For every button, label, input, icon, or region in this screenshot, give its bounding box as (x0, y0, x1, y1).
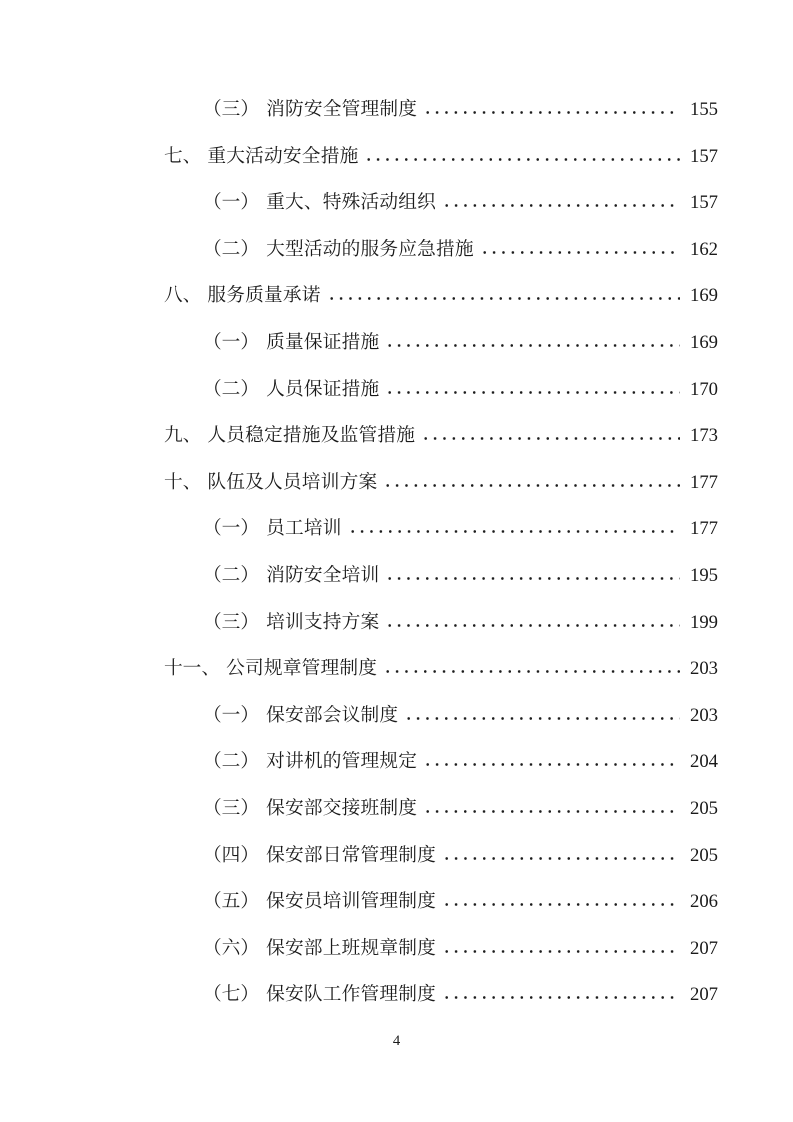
toc-entry-page: 177 (689, 471, 718, 493)
toc-entry-number: （一） (203, 331, 260, 353)
toc-entry-page: 162 (689, 238, 718, 260)
toc-entry[interactable] (0, 362, 793, 409)
toc-entry[interactable] (0, 315, 793, 362)
toc-entry-number: （二） (203, 238, 260, 260)
toc-entry-page: 203 (689, 704, 718, 726)
toc-entry[interactable] (0, 268, 793, 315)
toc-entry[interactable] (0, 967, 793, 1014)
toc-entry-page: 177 (689, 518, 718, 540)
toc-entry-page: 204 (689, 751, 718, 773)
toc-entry-page: 205 (689, 797, 718, 819)
toc-entry[interactable] (0, 641, 793, 688)
toc-entry-number: 八、 (164, 285, 202, 307)
toc-entry[interactable] (0, 408, 793, 455)
toc-entry-number: （三） (203, 797, 260, 819)
toc-entry-title: 保安员培训管理制度 (266, 891, 437, 913)
page-number: 4 (392, 1033, 401, 1049)
toc-entry-title: 员工培训 (266, 518, 342, 540)
toc-entry-title: 保安部上班规章制度 (266, 937, 437, 959)
toc-entry[interactable] (0, 455, 793, 502)
dot-leader (442, 902, 680, 907)
toc-entry-title: 保安队工作管理制度 (266, 984, 437, 1006)
toc-entry[interactable] (0, 828, 793, 875)
toc-entry-page: 155 (689, 99, 718, 120)
toc-entry-page: 205 (689, 844, 718, 866)
toc-entry[interactable] (0, 781, 793, 828)
toc-entry-title: 培训支持方案 (266, 611, 380, 633)
toc-entry[interactable] (0, 874, 793, 921)
toc-entry-page: 206 (689, 891, 718, 913)
page-footer (0, 1033, 793, 1050)
toc-entry-number: （二） (203, 378, 260, 400)
dot-leader (442, 203, 680, 208)
toc-entry-page: 207 (689, 984, 718, 1006)
toc-entry-number: 九、 (164, 425, 202, 447)
toc-entry-title: 重大、特殊活动组织 (266, 192, 437, 214)
toc-entry[interactable] (0, 734, 793, 781)
dot-leader (385, 390, 680, 395)
toc-entry-number: （六） (203, 937, 260, 959)
dot-leader (421, 436, 680, 441)
dot-leader (480, 250, 680, 255)
toc-entry-title: 保安部会议制度 (266, 704, 399, 726)
dot-leader (423, 809, 680, 814)
toc-entry[interactable] (0, 501, 793, 548)
toc-entry-number: （一） (203, 192, 260, 214)
toc-entry-title: 重大活动安全措施 (207, 145, 359, 167)
dot-leader (385, 623, 680, 628)
toc-entry[interactable] (0, 82, 793, 129)
toc-entry-number: （一） (203, 518, 260, 540)
toc-entry[interactable] (0, 175, 793, 222)
toc-entry-page: 199 (689, 611, 718, 633)
toc-entry-number: 七、 (164, 145, 202, 167)
dot-leader (364, 157, 679, 162)
toc-entry-number: 十一、 (164, 658, 221, 680)
toc-entry-page: 169 (689, 331, 718, 353)
toc-entry[interactable] (0, 688, 793, 735)
dot-leader (442, 995, 680, 1000)
dot-leader (385, 343, 680, 348)
dot-leader (327, 296, 680, 301)
toc-entry-title: 大型活动的服务应急措施 (266, 238, 474, 260)
dot-leader (404, 716, 680, 721)
toc-entry-page: 203 (689, 658, 718, 680)
toc-entry-number: （一） (203, 704, 260, 726)
toc-entry-title: 对讲机的管理规定 (266, 751, 418, 773)
dot-leader (385, 576, 680, 581)
toc-entry-title: 队伍及人员培训方案 (207, 471, 378, 493)
toc-entry[interactable] (0, 129, 793, 176)
toc-entry-number: （三） (203, 99, 260, 120)
toc-entry[interactable] (0, 548, 793, 595)
toc-entry-number: 十、 (164, 471, 202, 493)
toc-entry-page: 170 (689, 378, 718, 400)
dot-leader (348, 529, 680, 534)
toc-entry-page: 207 (689, 937, 718, 959)
toc-entry-number: （三） (203, 611, 260, 633)
toc-entry-page: 157 (689, 145, 718, 167)
toc-entry-title: 保安部日常管理制度 (266, 844, 437, 866)
dot-leader (383, 483, 680, 488)
dot-leader (442, 856, 680, 861)
toc-entry-page: 157 (689, 192, 718, 214)
toc-entry-title: 服务质量承诺 (207, 285, 321, 307)
dot-leader (383, 669, 680, 674)
toc-entry-page: 173 (689, 425, 718, 447)
toc-entry-title: 公司规章管理制度 (226, 658, 378, 680)
dot-leader (423, 110, 680, 115)
toc-entry-title: 消防安全管理制度 (266, 99, 418, 120)
toc-entry[interactable] (0, 921, 793, 968)
dot-leader (442, 949, 680, 954)
toc-entry-title: 消防安全培训 (266, 564, 380, 586)
toc-entry-number: （二） (203, 564, 260, 586)
toc-entry-title: 人员保证措施 (266, 378, 380, 400)
toc-entry-title: 质量保证措施 (266, 331, 380, 353)
toc-entry-number: （二） (203, 751, 260, 773)
toc-entry-title: 人员稳定措施及监管措施 (207, 425, 416, 447)
toc-entry-title: 保安部交接班制度 (266, 797, 418, 819)
toc-entry-number: （七） (203, 984, 260, 1006)
toc-entry-number: （四） (203, 844, 260, 866)
toc-entry-page: 169 (689, 285, 718, 307)
dot-leader (423, 762, 680, 767)
toc-entry-number: （五） (203, 891, 260, 913)
toc-entry[interactable] (0, 222, 793, 269)
toc-entry[interactable] (0, 595, 793, 642)
toc-entry-page: 195 (689, 564, 718, 586)
table-of-contents (0, 82, 793, 1014)
